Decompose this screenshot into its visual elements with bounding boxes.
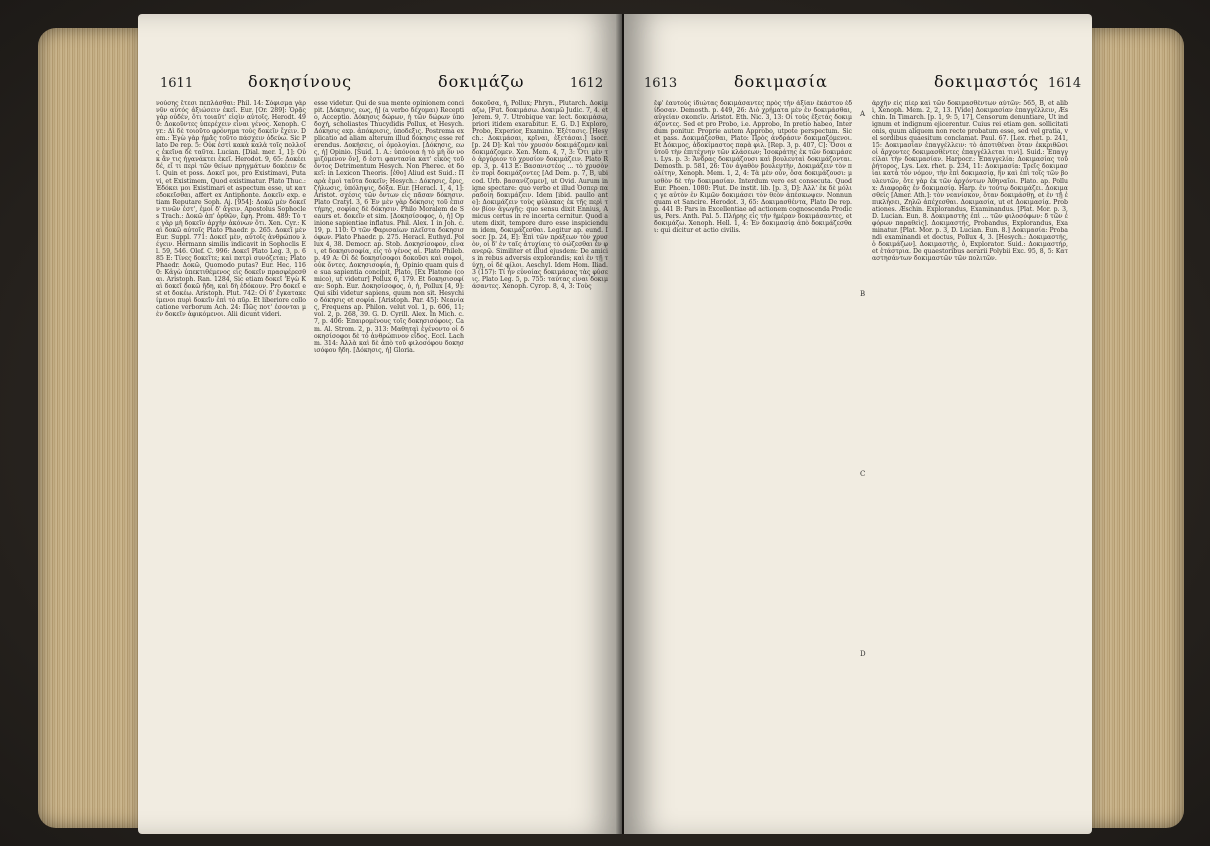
column-text: esse videtur. Qui de sua mente opinionem concipit. [Δόκησις, εως, ἡ] (a verbo δέχομαι) Receptio, Acceptio. Δόκησις δώρων, ἡ τῶν δώρων ὑποδοχή, scholiastes Thucydidis Pollux, et Hesych. Δόκησις exp. ἀπόκρισις, ὑποδεξις. Postrema explicatio ad aliam alterum illud δόκησις esse referendus. Δοκήσεις, οἱ ὁμολογίαι. [Δόκησις, εως, ἡ] Opinio. [Suid. 1. A.: ὑπόνοια ἡ τὸ μὴ ὂν νομιζόμενον ὄν], δ ἐστι φαντασία κατ' εἰκὸς τοῦ ὄντος Detrimentum Hesych. Non Pherec. et δοκεῖ: in Lexicon Theoris. [ἐθο] Aliud est Suid.: Παρὰ ἐμοὶ ταῦτα δοκεῖν; Hesych.: Δόκησις, ἔρις, ζήλωσις, ὑπόληψις, δόξα. Eur. [Heracl. 1, 4, 1]: Aristot. σχέσις τῶν ὄντων εἰς πᾶσαν δόκησιν. Plato Cratyl. 3, 6 Ἐν μὲν γὰρ δόκησις τοῦ ἐπιστήμης, σοφίας δὲ δόκησιν. Philo Moralem de Seaurs et. δοκεῖν et sim. [Δοκησίσοφος, ὁ, ἡ] Opinione sapientiae inflatus. Phil. Alex. 1 in Joh. c. 19, p. 110: Ὁ τῶν Φαρισαίων πλεῖστα δοκησισόφων. Plato Phaedr. p. 275. Heracl. Euthyd. Pollux 4, 38. Democr. ap. Stob. Δοκησίσοφον, εἶναι, et δοκησισοφία, εἰς τὸ γένος αἱ. Plato Phileb. p. 49 A: Οἱ δὲ δοκησίσοφοι δοκοῦσι καὶ σοφοὶ, οὐκ ὄντες. Δοκησισοφία, ἡ, Opinio quam quis de sua sapientia concipit, Plato, [Ex Platone (comico), ut videtur] Pollux 6, 179. Et δοκησισοφίαν: Soph. Eur. Δοκησίσοφος, ὁ, ἡ, Pollux [4, 9]: Qui sibi videtur sapiens, quum non sit. Hesychio δόκησις et σοφία. [Aristoph. Par. 45]: Νεανίας, Frequens ap. Philon. velut vol. 1, p. 606, 11; vol. 2, p. 268, 39. G. D. Cyrill. Alex. In Mich. c. 7, p. 406: Ἐπαιρομένους τοῖς δοκησισόφοις. Cam. Al. Strom. 2, p. 313: Μαθηταὶ ἐγένοντο οἱ δοκησίσοφοι δὲ τὸ ἀνθρώπινον εἶδος. Eccl. Lachm. 314: Ἀλλὰ καὶ δὲ ἀπὸ τοῦ φιλοσόφου δοκησισόφου ἤδη. [Δόκησις, ἡ] Gloria. xyxy=(314,100,464,354)
text-column-b xyxy=(872,100,1068,810)
open-book xyxy=(38,8,1184,840)
left-page xyxy=(138,14,622,834)
column-text: νούσης ἔτεσι πεπλάσθαι: Phil. 14: Σόφισμα γὰρ νῦν αὐτός ἀξιώσειν ἐκεῖ. Eur. [Or. 289]: Ὁρᾷς γὰρ οὐδέν, ὅτι τοιαῦτ' εἰσὶν αὐτοῖς. Herodt. 490: Δοκοῦντες ὑπερέχειν εἶναι γένος. Xenoph. Cyr.: Δὶ δὲ τοιοῦτο φρόνημα τοὺς δοκεῖν ἔχειν. Dem.: Ἐγὼ γὰρ ἡμᾶς τοῦτο πάσχειν ὁδεύω. Sic Plato De rep. 5: Οὐκ ἐστὶ κακὰ καλὰ τοῖς πολλοῖς ἐκεῖνα δὲ ταῦτα. Lucian. [Dial. mer. 1, 1]: Οὐκ ἂν τις ἠγανάκτει ἐκεῖ. Herodot. 9, 65: Δοκέει δέ, εἴ τι περὶ τῶν θείων πρηγμάτων δοκέειν δεῖ. Quin et poss. Δοκεῖ μοι, pro Existimavi, Putavi, et Existimem, Quod existimatur. Plato Thuc.: Ἐδόκει μοι Existimari et aspectum esse, ut κατεδοκεῖσθαι, affert ex Antiphonte. Δοκεῖν exp. etiam Reputare Soph. Aj. [954]: Δοκῶ μὲν δοκεῖν τινῶν ἐστ', ἐμοὶ δ' ἄγειν. Apostolus Sophocles Trach.: Δοκῶ ἀπ' ὀρθῶν, ἔφη. Prom. 489: Τὸ τε γὰρ μὴ δοκεῖν ἀρχὴν ἀκόνων ὅτι. Xen. Cyr.: Καὶ δοκῶ αὐτοῖς Plato Phaedr. p. 265. Δοκεῖ μὲν Eur. Suppl. 771: Δοκεῖ μὲν, αὐτοῖς ἀνθρώπου λέγειν. Hermann similis indicavit in Sophoclis El. 59, 546. Olef. C. 996: Δοκεῖ Plato Leg. 3, p. 685 E: Τίνες δοκεῖτε; καὶ πατρὶ συνόζεται; Plato Phaedr. Δοκῶ, Quomodo putas? Eur. Hec. 1160: Κἀγὼ ὑπεκτιθέμενος εἰς δοκεῖν πρασφέρεσθαι. Aristoph. Ran. 1284, Sic etiam δοκεῖ 'Εγὼ Καὶ δοκεῖ δοκῶ ἤδη, καὶ δὴ ἐδόκουν. Pro δοκεῖ est et δοκέω. Aristoph. Plut. 742: Οἱ δ' ἔγκατακείμενοι πυρὶ δοκεῖν ἐπὶ τὸ πῦρ. Et liberiore collocatione verborum Ach. 24: Πῶς ποτ' ἐσονται μὲν δοκεῖν ἀφικόμενοι. Alii dicunt videri. xyxy=(156,100,306,319)
right-page xyxy=(624,14,1092,834)
running-headword-left: δοκησίνους xyxy=(248,72,353,91)
text-column-b xyxy=(314,100,464,810)
running-headword-right: δοκιμαστός xyxy=(934,72,1040,91)
margin-letter: C xyxy=(860,470,866,478)
text-column-c xyxy=(472,100,608,810)
column-text: δοκοῦσα, ἡ, Pollux; Phryn., Plutarch. Δοκίμαζω, [Fut. δοκιμάσω. Δοκιμῶ Judic. 7, 4. et Jerem. 9, 7. Utrobique var. lect. δοκιμάσω, priori itidem exarabitur. E. G. D.] Exploro, Probo, Experior, Examino. Ἐξέτασις. [Hesych.: Δοκιμάσαι, κρῖναι, ἐξετάσαι.] Isocr. [p. 24 D]: Καὶ τὸν χρυσὸν δοκιμάζομεν καὶ δοκιμάζομεν. Xen. Mem. 4, 7, 3: Ὅτι μὲν τὸ ἀργύριον τὸ χρυσίον δοκιμάζειν. Plato Rep. 3, p. 413 E: Βασανιστέος ... τὸ χρυσὸν ἐν πυρὶ δοκιμάζοντες [Ad Dem. p. 7, B, ubi cod. Urb. βασανίζομεν], ut Ovid. Aurum in igne spectare: quo verbo et illud Ὁσπερ παραδοίη δοκιμάζειν. Idem [ibid. paullo ante]: Δοκιμάζειν τοὺς φύλακας ἐκ τῆς περὶ τὸν βίον ἀγωγῆς: quo sensu dixit Ennius, Amicus certus in re incerta cernitur. Quod autem dixit, tempore duro esse inspiciendum idem, δοκιμάζεσθαι. Legitur ap. eund. Isocr. [p. 24, E]: Ἐπὶ τῶν πράξεων τὸν χρυσὸν, οἱ δ' ἐν ταῖς ἀτυχίαις τὸ σώζεσθαι ἐν φανερῷ. Similiter et illud ejusdem: De amicis in rebus adversis explorandis; καὶ ἐν τῇ τύχῃ, οἱ δὲ φίλοι. Aeschyl. Idem Hom. Iliad. 3 (157): Τί ἦν εὐνοίας δοκιμάσας τὰς φύσεις. Plato Leg. 5, p. 755: ταύτας εἶναι δοκιμάσαντες. Xenoph. Cyrop. 8, 4, 3: Τοὺς xyxy=(472,100,608,291)
left-page-stack xyxy=(38,28,143,828)
left-page-header xyxy=(138,72,622,96)
margin-letter: A xyxy=(860,110,866,118)
running-headword-right: δοκιμάζω xyxy=(438,72,525,91)
page-number-1612: 1612 xyxy=(570,76,604,91)
right-page-columns xyxy=(624,100,1092,810)
text-column-a xyxy=(654,100,852,810)
right-page-header xyxy=(624,72,1092,96)
page-number-1614: 1614 xyxy=(1048,76,1082,91)
column-text: ἔφ' ἑαυτοὺς ἰδιώτας δοκιμάσαντες πρὸς τὴν ἀξίαν ἑκάστου ἐδίδοσαν. Demosth. p. 449, 26: Διὸ χρήματα μὲν ἐν δοκιμάσθαι, αὐγείαν σκοπεῖν. Aristot. Eth. Nic. 3, 13: Οἱ τοὺς ἐξετάς δοκιμάζοντες. Sed et pro Probo, i.e. Approbo, In pretio habeo, Interdum ponitur. Proprie autem Approbo, utpote perspectum. Sic et pass. Δοκιμάζεσθαι, Plato: Πρὸς ἀνδράσιν δοκιμαζόμενοι. Et Δόκιμος, ἀδοκίμαστος παρὰ φιλ. [Rep. 3, p. 407, C]: Ὅσοι αὐτοῦ τὴν ἐπιτέχνην τῶν κλάσεων; Ἰσοκράτης ἐκ τῶν δοκιμάσει. Lys. p. 3: Ἄνδρας δοκιμάζουσι καὶ βουλευταὶ δοκιμάζονται. Demosth. p. 581, 26: Τὸν ἀγαθὸν βουλευτὴν, Δοκιμάζειν τὸν πολίτην, Xenoph. Mem. 1, 2, 4: Τὰ μὲν οὖν, ὅσα δοκιμάζουσι: μισθὸν δὲ τὴν δοκιμασίαν. Interdum vero est consecuta. Quod Eur. Phoen. 1080: Plut. De instit. lib. [p. 3, D]: Ἀλλ' ἐκ δὲ μόλις γε αὐτὸν ἐν Κιμῶν δοκιμάσει τὸν θεὸν ἀπέσκωψεν. Nonnunquam et Sancire. Herodot. 3, 65: Δοκιμασθέντα, Plato De rep. p. 441 B: Pars in Excellentiae ad actionem cognoscenda Prodicus, Pers. Anth. Pal. 5. Πλήρης εἰς τὴν ἡμέραν δοκιμάσαντες, et δοκιμάζω. Xenoph. Hell. 1, 4: Ἐν δοκιμασίᾳ ἀπὸ δοκιμάζεσθαι: qui dicitur et actio civilis. xyxy=(654,100,852,234)
running-headword-left: δοκιμασία xyxy=(734,72,828,91)
margin-letter: B xyxy=(860,290,866,298)
left-page-columns xyxy=(138,100,622,810)
margin-letter: D xyxy=(860,650,866,658)
right-page-stack xyxy=(1089,28,1184,828)
column-text: ἀρχὴν εἰς πίερ καὶ τῶν δοκιμασθέντων αὐτῶν: 565, B, et alibi, Xenoph. Mem. 2, 2, 13. [Vide] Δοκιμασίαν ἐπαγγέλλειν, Æschin. In Timarch. [p. 1, 9: 5, 17], Censorum denuntiare, Ut indignum et indignum ejicerentur. Cuius rei etiam gen. sollicitationis, quum aliquem non recte probatum esse, sed vel gratia, vel sordibus quaesitum conclamat. Paul. 67. [Lex. rhet. p. 241, 15: Δοκιμασίαν ἐπαγγέλλειν: τὸ ἀποτιθέναι ὅταν ἐκκριθῶσι οἱ ἄρχοντες δοκιμασθέντες ἐπαγγέλλεται τινὶ]. Suid.: Ἐπαγγείλαι τὴν δοκιμασίαν. Harpocr.: Ἐπαγγελία: Δοκιμασίας τοῦ ῥήτορος, Lys. Lex. rhet. p. 234, 11: Δοκιμασία: Τρεῖς δοκιμασίαι κατὰ τὸν νόμον, τὴν ἐπὶ δοκιμασίᾳ, ἣν καὶ ἐπὶ τοῖς τῶν βουλευτῶν, ὅτε γὰρ ἐκ τῶν ἀρχόντων Ἀθηναῖοι. Plato. ap. Pollux: Διαφορᾶς ἐν δοκιμασίᾳ. Harp. ἐν τούτῳ δοκιμάζει. Δοκιμασθείς [Amer. Ath.]: τὸν νεανίσκον, ὅταν δοκιμάσθῃ, et ἐν τῇ ἐπικλήσει, Ζηλῶ ἀπέχεσθαι. Δοκιμασία, ut et Δοκιμασίᾳ. Probationes. Æschin. Explorandus, Examinandus. [Plat. Mor. p. 3, D. Lucian. Eun. 8. Δοκιμαστὴς ἐπὶ ... τῶν φιλοσόφων: δ τῶν ἐφόρων παραθεὶς]. Δοκιμαστής, Probandus, Explorandus, Examinatur. [Plat. Mor. p. 3, D. Lucian. Eun. 8.] Δοκιμασία: Probandi examinandi et doctus, Pollux 4, 3. [Hesych.: Δοκιμαστής, ὁ δοκιμάζων]. Δοκιμαστὴς, ὁ, Explorator. Suid.: Δοκιμαστήρ, et ἐτάστρια. De quaestoribus aerarii Polybii Exc. 95, 8, 5: Καταστησάντων δοκιμαστῶν τῶν πολιτῶν. xyxy=(872,100,1068,263)
page-number-1611: 1611 xyxy=(160,76,194,91)
text-column-a xyxy=(156,100,306,810)
page-number-1613: 1613 xyxy=(644,76,678,91)
